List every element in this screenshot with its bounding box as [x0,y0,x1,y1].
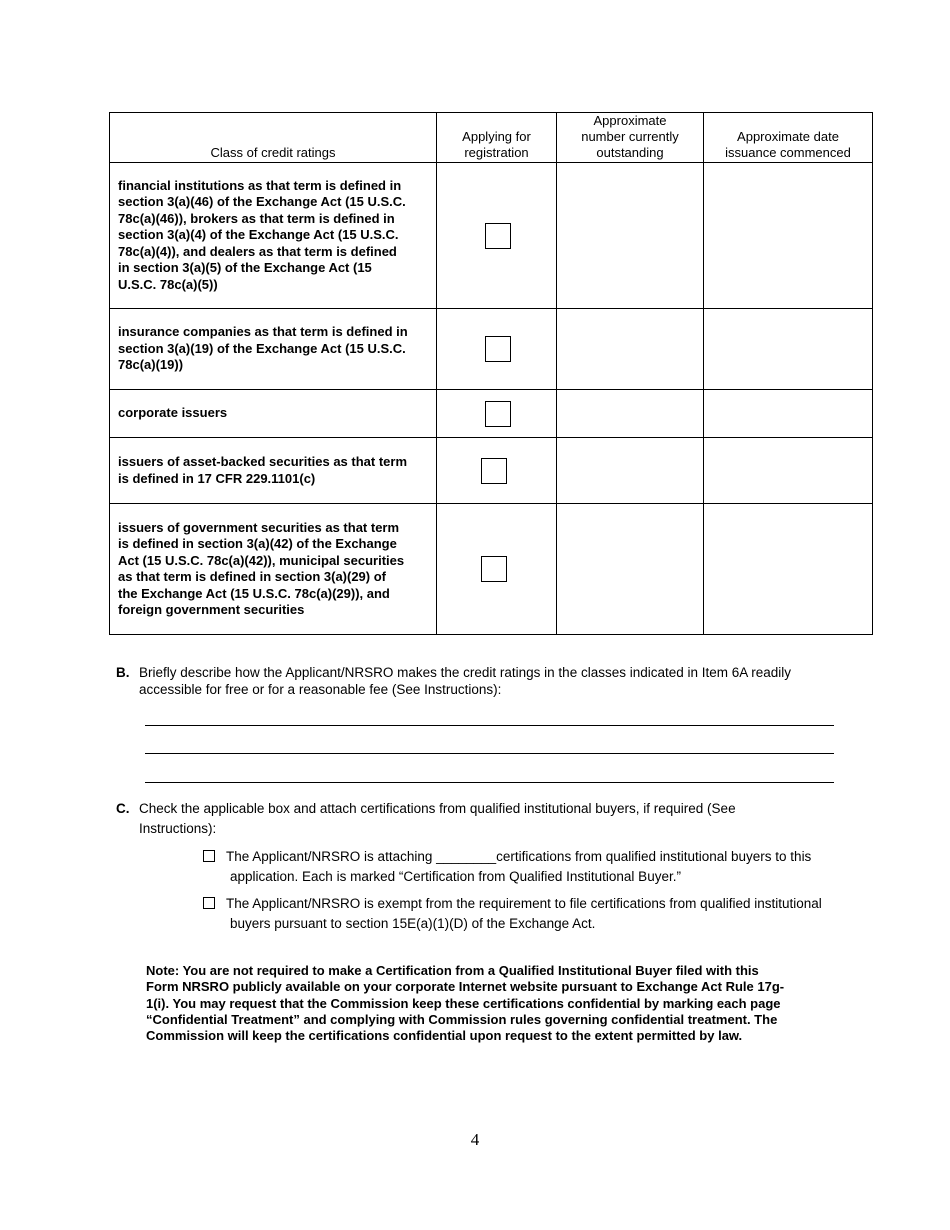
answer-line-2[interactable] [145,753,834,754]
section-b-letter: B. [116,665,130,680]
option-line: buyers pursuant to section 15E(a)(1)(D) of the Exchange Act. [230,915,596,931]
applying-cell [437,504,557,635]
section-b [116,664,836,698]
date-cell[interactable] [704,309,873,390]
label-line: is defined in 17 CFR 229.1101(c) [118,470,316,486]
header-line: outstanding [596,145,664,160]
section-c-text [139,799,816,839]
label-line: insurance companies as that term is defined in [118,324,408,340]
option-exempt [203,894,853,933]
applying-cell [437,163,557,309]
table-row-insurance-companies [110,309,873,390]
applying-checkbox[interactable] [485,223,511,249]
label-line: financial institutions as that term is defined in [118,177,402,193]
section-c-letter: C. [116,801,130,816]
header-approximate-date-issuance [704,113,873,163]
label-line: issuers of government securities as that term [118,519,400,535]
table-row-financial-institutions [110,163,873,309]
date-cell[interactable] [704,390,873,438]
label-line: in section 3(a)(5) of the Exchange Act (15 [118,260,372,276]
outstanding-cell[interactable] [557,163,704,309]
label-line: section 3(a)(46) of the Exchange Act (15 U.S.C. [118,194,406,210]
label-line: U.S.C. 78c(a)(5)) [118,276,218,292]
label-line: issuers of asset-backed securities as that term [118,454,408,469]
applying-checkbox[interactable] [481,556,507,582]
answer-line-1[interactable] [145,725,834,726]
date-cell[interactable] [704,163,873,309]
label-line: 78c(a)(46)), brokers as that term is defined in [118,210,395,226]
label-line: is defined in section 3(a)(42) of the Exchange [118,536,397,551]
applying-checkbox[interactable] [481,458,507,484]
note-line: 1(i). You may request that the Commission keep these certifications confidential by marking each page [146,995,781,1011]
label-line: foreign government securities [118,602,305,617]
class-label-cell [110,309,437,390]
class-label-cell [110,438,437,504]
answer-line-3[interactable] [145,782,834,783]
option-line: The Applicant/NRSRO is exempt from the requirement to file certifications from qualified institutional [226,896,822,911]
date-cell[interactable] [704,438,873,504]
section-b-text [139,664,836,698]
date-cell[interactable] [704,504,873,635]
outstanding-cell[interactable] [557,504,704,635]
section-c-line: Instructions): [139,821,217,836]
exempt-checkbox[interactable] [203,897,215,909]
page-number: 4 [470,1130,480,1149]
note-paragraph [146,963,842,1044]
attaching-checkbox[interactable] [203,850,215,862]
table-header-row [110,113,873,163]
label-line: 78c(a)(19)) [118,357,184,373]
applying-cell [437,309,557,390]
header-line: Applying for [462,129,531,144]
section-b-line: accessible for free or for a reasonable fee (See Instructions): [139,682,502,697]
class-label-cell [110,390,437,438]
label-line: Act (15 U.S.C. 78c(a)(42)), municipal securities [118,552,405,568]
label-line: as that term is defined in section 3(a)(29) of [118,569,386,584]
label-line: 78c(a)(4)), and dealers as that term is defined [118,243,397,259]
applying-checkbox[interactable] [485,401,511,427]
header-approximate-number-outstanding [557,113,704,163]
label-line: corporate issuers [118,405,228,421]
option-attaching-certifications [203,847,853,886]
outstanding-cell[interactable] [557,438,704,504]
header-applying-for-registration [437,113,557,163]
credit-ratings-table [109,112,873,635]
section-c-line: Check the applicable box and attach certifications from qualified institutional buyers, if required (See [139,801,736,816]
outstanding-cell[interactable] [557,390,704,438]
label-line: section 3(a)(4) of the Exchange Act (15 U.S.C. [118,227,399,243]
header-line: registration [464,145,529,160]
note-line: “Confidential Treatment” and complying with Commission rules governing confidential treatment. The [146,1011,778,1027]
option-line: The Applicant/NRSRO is attaching ________certifications from qualified institutional buyers to this [226,849,812,864]
applying-cell [437,390,557,438]
header-line: Approximate [593,113,667,128]
outstanding-cell[interactable] [557,309,704,390]
note-line: Note: You are not required to make a Certification from a Qualified Institutional Buyer filed with this [146,963,759,978]
note-line: Commission will keep the certifications confidential upon request to the extent permitted by law. [146,1028,743,1044]
class-label-cell [110,163,437,309]
note-line: Form NRSRO publicly available on your corporate Internet website pursuant to Exchange Act Rule 17g- [146,979,785,995]
label-line: the Exchange Act (15 U.S.C. 78c(a)(29)), and [118,585,390,601]
section-c [116,799,816,839]
table-row-corporate-issuers [110,390,873,438]
applying-cell [437,438,557,504]
option-line: application. Each is marked “Certification from Qualified Institutional Buyer.” [230,868,681,884]
label-line: section 3(a)(19) of the Exchange Act (15 U.S.C. [118,340,406,356]
header-line: number currently [581,129,679,144]
class-label-cell [110,504,437,635]
table-row-asset-backed-securities [110,438,873,504]
header-line: Approximate date [737,129,839,144]
header-class-of-credit-ratings: Class of credit ratings [110,113,437,163]
table-row-government-securities [110,504,873,635]
header-line: issuance commenced [725,145,851,160]
section-b-line: Briefly describe how the Applicant/NRSRO makes the credit ratings in the classes indicated in Item 6A readily [139,665,792,680]
applying-checkbox[interactable] [485,336,511,362]
